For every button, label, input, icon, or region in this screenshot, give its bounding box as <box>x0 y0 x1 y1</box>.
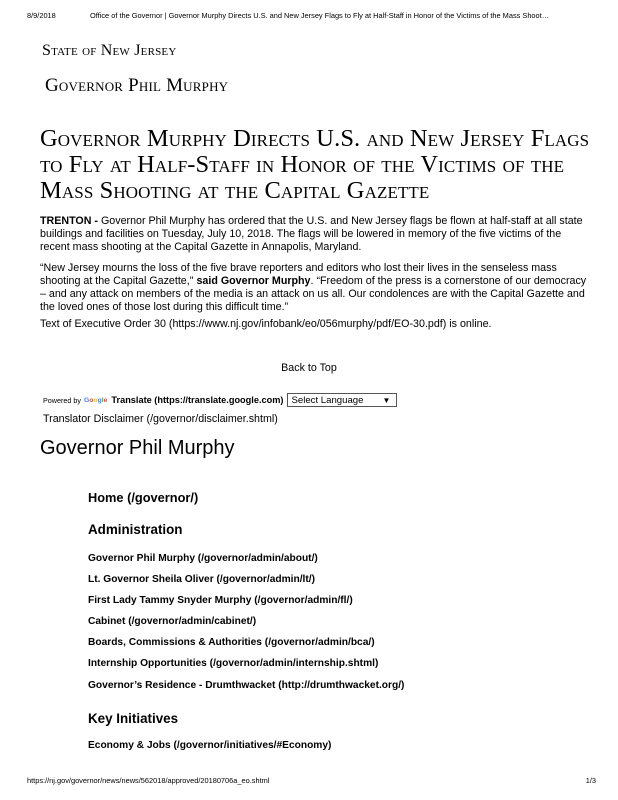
nav-link-cabinet[interactable]: Cabinet (/governor/admin/cabinet/) <box>88 616 257 627</box>
print-footer <box>27 776 596 785</box>
nav-home-link[interactable]: Home (/governor/) <box>88 490 199 505</box>
google-letter: o <box>89 396 94 404</box>
paragraph-1-text: Governor Phil Murphy has ordered that the U.S. and New Jersey flags be flown at half-staff at all state buildings and facilities on Tuesday, July 10, 2018. The flags will be lowered in memory of the five victims of the recent mass shooting at the Capital Gazette in Annapolis, Maryland. <box>40 215 583 253</box>
google-letter: e <box>103 396 108 404</box>
language-select-value: Select Language <box>291 394 364 406</box>
print-date: 8/9/2018 <box>27 11 56 20</box>
article-paragraph-1 <box>40 215 590 254</box>
nav-link-internships[interactable]: Internship Opportunities (/governor/admin/internship.shtml) <box>88 658 379 669</box>
dateline: TRENTON - <box>40 215 101 227</box>
google-logo <box>84 397 107 404</box>
state-name-link[interactable]: State of New Jersey <box>42 42 177 59</box>
caret-down-icon: ▼ <box>382 395 391 405</box>
article-paragraph-2 <box>40 262 590 314</box>
nav-link-economy[interactable]: Economy & Jobs (/governor/initiatives/#Economy) <box>88 740 332 751</box>
nav-link-boards[interactable]: Boards, Commissions & Authorities (/governor/admin/bca/) <box>88 637 375 648</box>
quote-part-2: . “Freedom of the press is a cornerstone of our democracy – and any attack on members of the media is an attack on us all. Our condolences are with the Capital Gazette and the loved ones of those lost during this difficult time.” <box>40 275 587 313</box>
executive-order-link[interactable]: Text of Executive Order 30 (https://www.nj.gov/infobank/eo/056murphy/pdf/EO-30.pdf) is online. <box>40 318 492 330</box>
nav-link-residence[interactable]: Governor’s Residence - Drumthwacket (http://drumthwacket.org/) <box>88 680 405 691</box>
powered-by-label: Powered by <box>43 395 81 405</box>
article-headline: Governor Murphy Directs U.S. and New Jersey Flags to Fly at Half-Staff in Honor of the Victims of the Mass Shooting at the Capital Gazette <box>40 125 590 204</box>
quote-part-1: “New Jersey mourns the loss of the five brave reporters and editors who lost their lives in the senseless mass shooting at the Capital Gazette," <box>40 262 557 287</box>
print-header <box>27 11 596 20</box>
nav-section-key-initiatives: Key Initiatives <box>88 711 179 726</box>
nav-section-administration: Administration <box>88 522 183 537</box>
google-letter: l <box>101 396 104 404</box>
governor-name-link[interactable]: Governor Phil Murphy <box>45 75 229 96</box>
translate-bar <box>43 393 397 407</box>
language-select[interactable] <box>287 393 397 407</box>
nav-link-first-lady[interactable]: First Lady Tammy Snyder Murphy (/governor/admin/fl/) <box>88 595 353 606</box>
footer-title: Governor Phil Murphy <box>40 437 235 459</box>
google-letter: g <box>97 396 102 404</box>
back-to-top-link[interactable]: Back to Top <box>281 362 337 374</box>
google-letter: o <box>93 396 98 404</box>
google-translate-link[interactable]: Translate (https://translate.google.com) <box>111 395 284 405</box>
translator-disclaimer-link[interactable]: Translator Disclaimer (/governor/disclaimer.shtml) <box>43 413 278 425</box>
said-governor: said Governor Murphy <box>193 275 311 287</box>
print-page-number: 1/3 <box>585 776 596 785</box>
nav-link-governor[interactable]: Governor Phil Murphy (/governor/admin/about/) <box>88 553 318 564</box>
google-letter: G <box>83 396 90 404</box>
nav-link-lt-governor[interactable]: Lt. Governor Sheila Oliver (/governor/admin/lt/) <box>88 574 315 585</box>
print-url: https://nj.gov/governor/news/news/562018/approved/20180706a_eo.shtml <box>27 776 270 785</box>
print-page-title: Office of the Governor | Governor Murphy Directs U.S. and New Jersey Flags to Fly at Half-Staff in Honor of the Victims of the Mass Shoot… <box>90 11 550 20</box>
